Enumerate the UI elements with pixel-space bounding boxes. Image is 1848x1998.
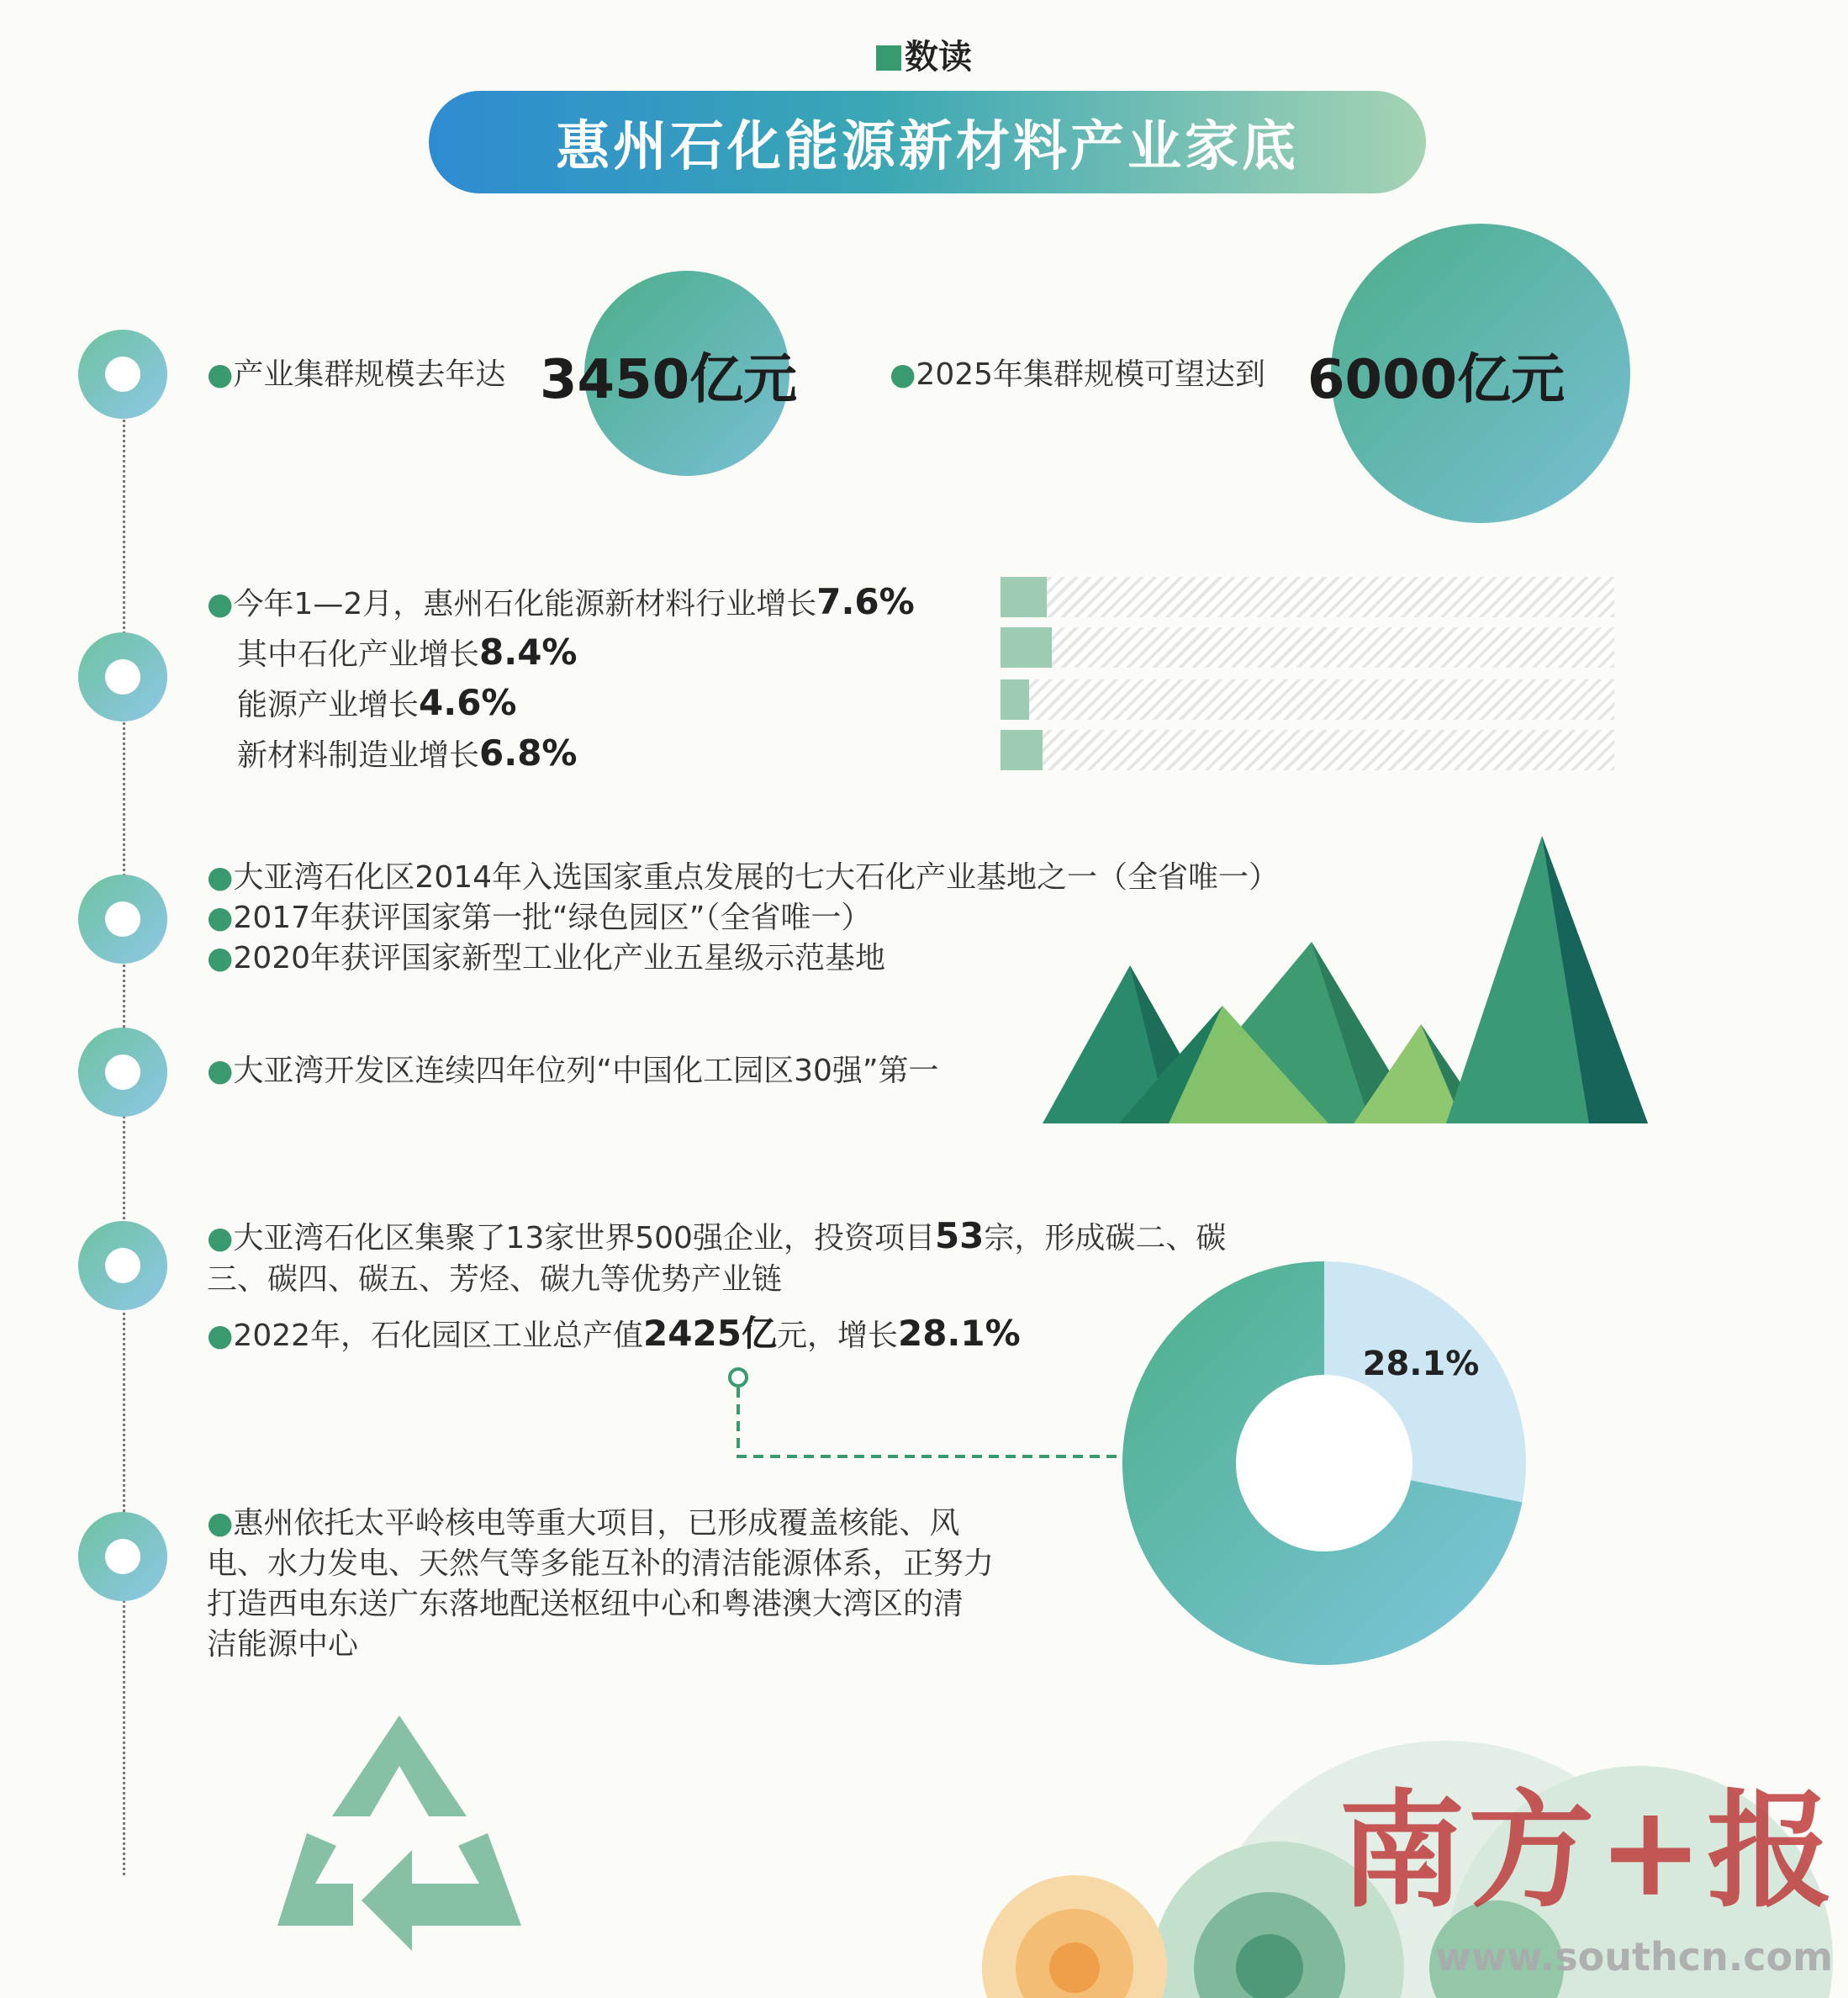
bullet-dot-icon: ● xyxy=(207,1319,234,1353)
cluster-line-1: ●大亚湾石化区集聚了13家世界500强企业，投资项目53宗，形成碳二、碳 xyxy=(207,1215,1227,1256)
bullet-dot-icon: ● xyxy=(207,901,234,935)
timeline-ring-icon xyxy=(78,632,167,722)
section-tag-square xyxy=(876,45,901,71)
timeline-ring-icon xyxy=(78,875,167,964)
bar-petrochemical xyxy=(1001,627,1052,668)
bullet-dot-icon: ● xyxy=(207,587,234,621)
honor-item: ●2020年获评国家新型工业化产业五星级示范基地 xyxy=(207,941,886,975)
recycle-icon xyxy=(269,1707,530,1951)
bullet-dot-icon: ● xyxy=(207,357,234,392)
energy-paragraph xyxy=(207,1504,1048,1665)
watermark-logo: 南方+报 xyxy=(1338,1777,1836,1925)
timeline-ring-icon xyxy=(78,1512,167,1601)
scale-last-year-label: ●产业集群规模去年达 xyxy=(207,357,506,392)
bar-track xyxy=(1001,627,1614,668)
honor-item: ●2017年获评国家第一批“绿色园区”（全省唯一） xyxy=(207,901,872,935)
growth-line-2: 其中石化产业增长8.4% xyxy=(237,632,578,673)
bullet-dot-icon: ● xyxy=(207,941,234,975)
bullet-dot-icon: ● xyxy=(207,1054,234,1088)
donut-pct-label: 28.1% xyxy=(1362,1345,1480,1383)
title-banner xyxy=(429,91,1426,193)
bar-track xyxy=(1001,730,1614,770)
cluster-line-2: 三、碳四、碳五、芳烃、碳九等优势产业链 xyxy=(207,1262,783,1297)
energy-line: 电、水力发电、天然气等多能互补的清洁能源体系，正努力 xyxy=(207,1546,995,1581)
energy-line: 打造西电东送广东落地配送枢纽中心和粤港澳大湾区的清 xyxy=(207,1587,964,1621)
timeline-line xyxy=(123,395,125,1875)
scale-last-year-value: 3450亿元 xyxy=(540,349,798,411)
energy-line: ●惠州依托太平岭核电等重大项目，已形成覆盖核能、风 xyxy=(207,1506,960,1541)
timeline-ring-icon xyxy=(78,1028,167,1117)
bar-industry-total xyxy=(1001,577,1047,617)
watermark-url: www.southcn.com xyxy=(1435,1934,1833,1980)
growth-line-3: 能源产业增长4.6% xyxy=(237,682,517,723)
donut-chart xyxy=(1118,1257,1530,1669)
bar-energy xyxy=(1001,679,1029,720)
connector-start-icon xyxy=(730,1369,747,1386)
scale-target-value: 6000亿元 xyxy=(1307,349,1566,411)
bullet-dot-icon: ● xyxy=(207,1506,234,1541)
bullet-dot-icon: ● xyxy=(207,860,234,895)
bar-new-materials xyxy=(1001,730,1043,770)
growth-line-4: 新材料制造业增长6.8% xyxy=(237,732,578,774)
bullet-dot-icon: ● xyxy=(207,1221,234,1255)
section-tag-label: 数读 xyxy=(905,38,972,77)
timeline-ring-icon xyxy=(78,330,167,419)
page-title: 惠州石化能源新材料产业家底 xyxy=(556,116,1299,178)
cluster-output: ●2022年，石化园区工业总产值2425亿元，增长28.1% xyxy=(207,1313,1021,1354)
growth-line-1: ●今年1—2月，惠州石化能源新材料行业增长7.6% xyxy=(207,581,915,622)
section-tag xyxy=(876,30,972,78)
energy-line: 洁能源中心 xyxy=(207,1627,359,1662)
ranking-item: ●大亚湾开发区连续四年位列“中国化工园区30强”第一 xyxy=(207,1054,939,1088)
bar-track xyxy=(1001,679,1614,720)
bullet-dot-icon: ● xyxy=(890,357,916,392)
timeline-ring-icon xyxy=(78,1221,167,1310)
honor-item: ●大亚湾石化区2014年入选国家重点发展的七大石化产业基地之一（全省唯一） xyxy=(207,860,1280,895)
scale-target-label: ●2025年集群规模可望达到 xyxy=(890,357,1266,392)
bar-track xyxy=(1001,577,1614,617)
mountains-illustration xyxy=(1043,824,1656,1127)
